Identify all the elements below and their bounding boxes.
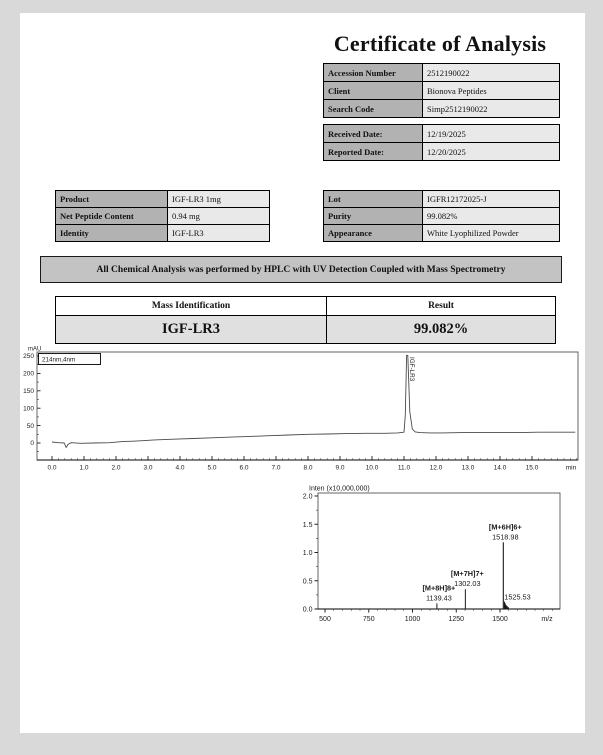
row-label: Accession Number — [324, 64, 423, 82]
svg-text:1139.43: 1139.43 — [425, 593, 452, 603]
svg-text:0.5: 0.5 — [302, 578, 313, 586]
svg-text:min: min — [565, 464, 577, 472]
svg-text:[M+7H]7+: [M+7H]7+ — [450, 569, 484, 579]
row-value: 99.082% — [423, 208, 560, 225]
svg-text:0.0: 0.0 — [47, 464, 57, 472]
result-header-result: Result — [327, 297, 556, 316]
svg-text:7.0: 7.0 — [271, 464, 281, 472]
result-table — [55, 296, 556, 344]
table-row — [324, 82, 560, 100]
svg-text:1000: 1000 — [404, 616, 421, 623]
svg-text:14.0: 14.0 — [493, 464, 507, 472]
svg-text:12.0: 12.0 — [429, 464, 443, 472]
svg-text:6.0: 6.0 — [239, 464, 249, 472]
svg-text:[M+6H]6+: [M+6H]6+ — [488, 522, 522, 532]
svg-text:8.0: 8.0 — [303, 464, 313, 472]
certificate-page — [20, 13, 585, 733]
svg-text:200: 200 — [23, 370, 34, 378]
result-mass-identification: IGF-LR3 — [56, 316, 327, 344]
row-label: Search Code — [324, 100, 423, 118]
svg-text:1.5: 1.5 — [302, 521, 313, 529]
svg-text:[M+8H]8+: [M+8H]8+ — [422, 583, 456, 593]
hplc-chromatogram — [20, 345, 590, 480]
row-value: IGF-LR3 1mg — [168, 191, 270, 208]
svg-text:50: 50 — [26, 422, 34, 430]
svg-text:11.0: 11.0 — [397, 464, 411, 472]
row-label: Net Peptide Content — [56, 208, 168, 225]
row-value: 2512190022 — [423, 64, 560, 82]
svg-text:m/z: m/z — [541, 616, 553, 623]
svg-text:IGF-LR3: IGF-LR3 — [408, 357, 416, 382]
svg-text:1525.53: 1525.53 — [504, 592, 531, 602]
svg-text:1500: 1500 — [492, 616, 508, 623]
svg-text:1518.98: 1518.98 — [492, 532, 519, 542]
row-value: 12/19/2025 — [423, 125, 560, 143]
row-label: Product — [56, 191, 168, 208]
svg-text:0.0: 0.0 — [302, 606, 313, 614]
row-value: 0.94 mg — [168, 208, 270, 225]
svg-text:5.0: 5.0 — [207, 464, 217, 472]
table-row — [324, 225, 560, 242]
product-table — [55, 190, 270, 242]
row-value: 12/20/2025 — [423, 143, 560, 161]
svg-text:4.0: 4.0 — [175, 464, 185, 472]
row-value: IGFR12172025-J — [423, 191, 560, 208]
row-label: Identity — [56, 225, 168, 242]
row-label: Received Date: — [324, 125, 423, 143]
mass-spectrum — [285, 483, 590, 648]
table-row — [324, 125, 560, 143]
table-row — [56, 208, 270, 225]
svg-text:13.0: 13.0 — [461, 464, 475, 472]
row-label: Reported Date: — [324, 143, 423, 161]
row-label: Appearance — [324, 225, 423, 242]
row-value: IGF-LR3 — [168, 225, 270, 242]
table-row — [324, 143, 560, 161]
svg-text:214nm,4nm: 214nm,4nm — [42, 356, 76, 364]
row-value: Bionova Peptides — [423, 82, 560, 100]
svg-text:15.0: 15.0 — [525, 464, 539, 472]
result-purity-value: 99.082% — [327, 316, 556, 344]
svg-text:100: 100 — [23, 405, 34, 413]
table-row — [56, 225, 270, 242]
accession-table — [323, 63, 560, 118]
svg-text:2.0: 2.0 — [111, 464, 121, 472]
table-row — [56, 191, 270, 208]
table-row — [324, 100, 560, 118]
svg-text:1.0: 1.0 — [302, 550, 313, 557]
row-label: Lot — [324, 191, 423, 208]
svg-text:0: 0 — [30, 440, 34, 448]
svg-text:750: 750 — [362, 616, 375, 623]
table-row — [56, 316, 556, 344]
svg-text:250: 250 — [23, 353, 34, 361]
svg-text:500: 500 — [319, 616, 331, 623]
svg-text:mAU: mAU — [28, 346, 42, 353]
result-header-mass-identification: Mass Identification — [56, 297, 327, 316]
svg-text:9.0: 9.0 — [335, 464, 345, 472]
row-label: Client — [324, 82, 423, 100]
table-row — [324, 208, 560, 225]
row-value: Simp2512190022 — [423, 100, 560, 118]
svg-text:Inten (x10,000,000): Inten (x10,000,000) — [309, 485, 370, 493]
row-value: White Lyophilized Powder — [423, 225, 560, 242]
svg-text:2.0: 2.0 — [302, 493, 313, 501]
page-title: Certificate of Analysis — [333, 31, 547, 56]
analysis-method-banner: All Chemical Analysis was performed by HPLC with UV Detection Coupled with Mass Spectrometry — [40, 256, 562, 283]
table-row — [56, 297, 556, 316]
svg-text:1.0: 1.0 — [79, 464, 89, 472]
table-row — [324, 191, 560, 208]
svg-text:10.0: 10.0 — [365, 464, 379, 472]
lot-table — [323, 190, 560, 242]
svg-text:3.0: 3.0 — [143, 464, 153, 472]
table-row — [324, 64, 560, 82]
dates-table — [323, 124, 560, 161]
row-label: Purity — [324, 208, 423, 225]
svg-text:1302.03: 1302.03 — [454, 579, 481, 589]
svg-text:1250: 1250 — [448, 616, 465, 623]
svg-text:150: 150 — [23, 388, 34, 395]
